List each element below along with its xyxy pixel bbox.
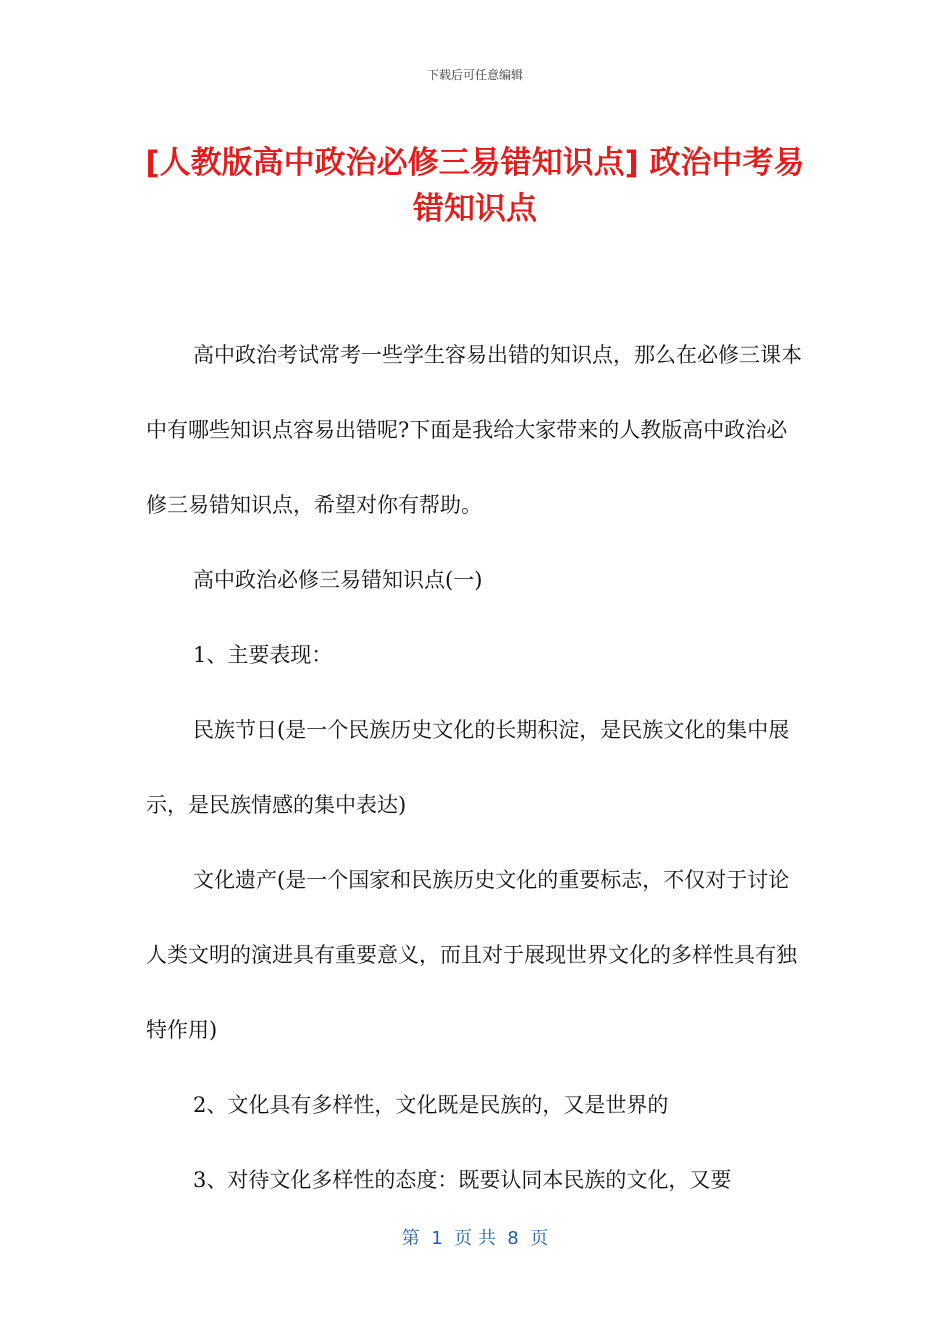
paragraph-section-heading: 高中政治必修三易错知识点(一) bbox=[193, 568, 483, 592]
document-title: [人教版高中政治必修三易错知识点] 政治中考易错知识点 bbox=[145, 145, 805, 227]
paragraph-item-3: 3、对待文化多样性的态度：既要认同本民族的文化，又要 bbox=[193, 1168, 732, 1192]
paragraph-festivals: 民族节日(是一个民族历史文化的长期积淀，是民族文化的集中展示，是民族情感的集中表达) bbox=[146, 718, 790, 817]
paragraph-intro: 高中政治考试常考一些学生容易出错的知识点，那么在必修三课本中有哪些知识点容易出错呢?下面是我给大家带来的人教版高中政治必修三易错知识点，希望对你有帮助。 bbox=[146, 343, 802, 517]
paragraph-item-2: 2、文化具有多样性，文化既是民族的，又是世界的 bbox=[193, 1093, 669, 1117]
paragraph-item-1: 1、主要表现： bbox=[193, 643, 333, 667]
page-footer: 第 1 页 共 8 页 bbox=[401, 1228, 549, 1249]
header-note: 下载后可任意编辑 bbox=[426, 68, 523, 82]
paragraph-heritage: 文化遗产(是一个国家和民族历史文化的重要标志，不仅对于讨论人类文明的演进具有重要意义，而且对于展现世界文化的多样性具有独特作用) bbox=[146, 868, 797, 1042]
document-body bbox=[146, 318, 806, 1218]
